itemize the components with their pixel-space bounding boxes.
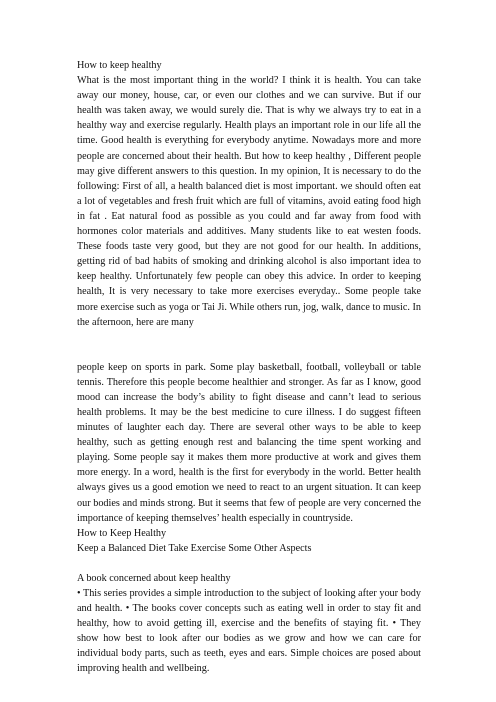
document-title: How to keep healthy (77, 60, 162, 71)
paragraph-continued: people keep on sports in park. Some play basketball, football, volleyball or table tennis. Therefore this people become healthier and stronger. As far as I know, good mood can increase the body’s ability to fight disease and cann’t lead to serious health problems. It may be the best medicine to cure illness. I do suggest fifteen minutes of laughter each day. There are several other ways to be able to keep healthy, such as getting enough rest and balancing the time spent working and playing. Some people say it makes them more productive at work and gives them more energy. In a word, health is the first for everybody in the world. Better health always gives us a good emotion we need to react to an urgent situation. It can keep our bodies and minds strong. But it seems that few of people are very concerned the importance of keeping themselves’ health especially in countryside. (77, 361, 421, 524)
book-heading: A book concerned about keep healthy (77, 572, 231, 584)
section-gap (77, 556, 421, 571)
document-body (77, 58, 421, 677)
paragraph-intro: What is the most important thing in the world? I think it is health. You can take away our money, house, car, or even our clothes and we can survive. But if our health was taken away, we would surely die. That is why we always try to eat in a healthy way and exercise regularly. Health plays an important role in our life all the time. Good health is everything for everybody anytime. Nowadays more and more people are concerned about their health. But how to keep healthy , Different people may give different answers to this question. In my opinion, It is necessary to do the following: First of all, a health balanced diet is most important. we should often eat a lot of vegetables and fresh fruit which are full of vitamins, avoid eating food high in fat . Eat natural food as possible as you could and far away from food with hormones color materials and additives. Many students like to eat westen foods. These foods taste very good, but they are not good for our health. In additions, getting rid of bad habits of smoking and drinking alcohol is also important idea to keep healthy. Unfortunately few people can obey this advice. In order to keeping health, It is very necessary to take more exercises everyday.. Some people take more exercise such as yoga or Tai Ji. While others run, jog, walk, dance to music. In the afternoon, here are many (77, 75, 421, 328)
paragraph-gap (77, 330, 421, 360)
book-paragraph: • This series provides a simple introduction to the subject of looking after your body and health. • The books cover concepts such as eating well in order to stay fit and healthy, how to avoid getting ill, exercise and the benefits of staying fit. • They show how best to look after our bodies as we grow and how we can care for individual body parts, such as teeth, eyes and ears. Simple choices are posed about improving health and wellbeing. (77, 588, 421, 675)
section-subheading: Keep a Balanced Diet Take Exercise Some Other Aspects (77, 542, 312, 554)
section-heading: How to Keep Healthy (77, 527, 167, 539)
